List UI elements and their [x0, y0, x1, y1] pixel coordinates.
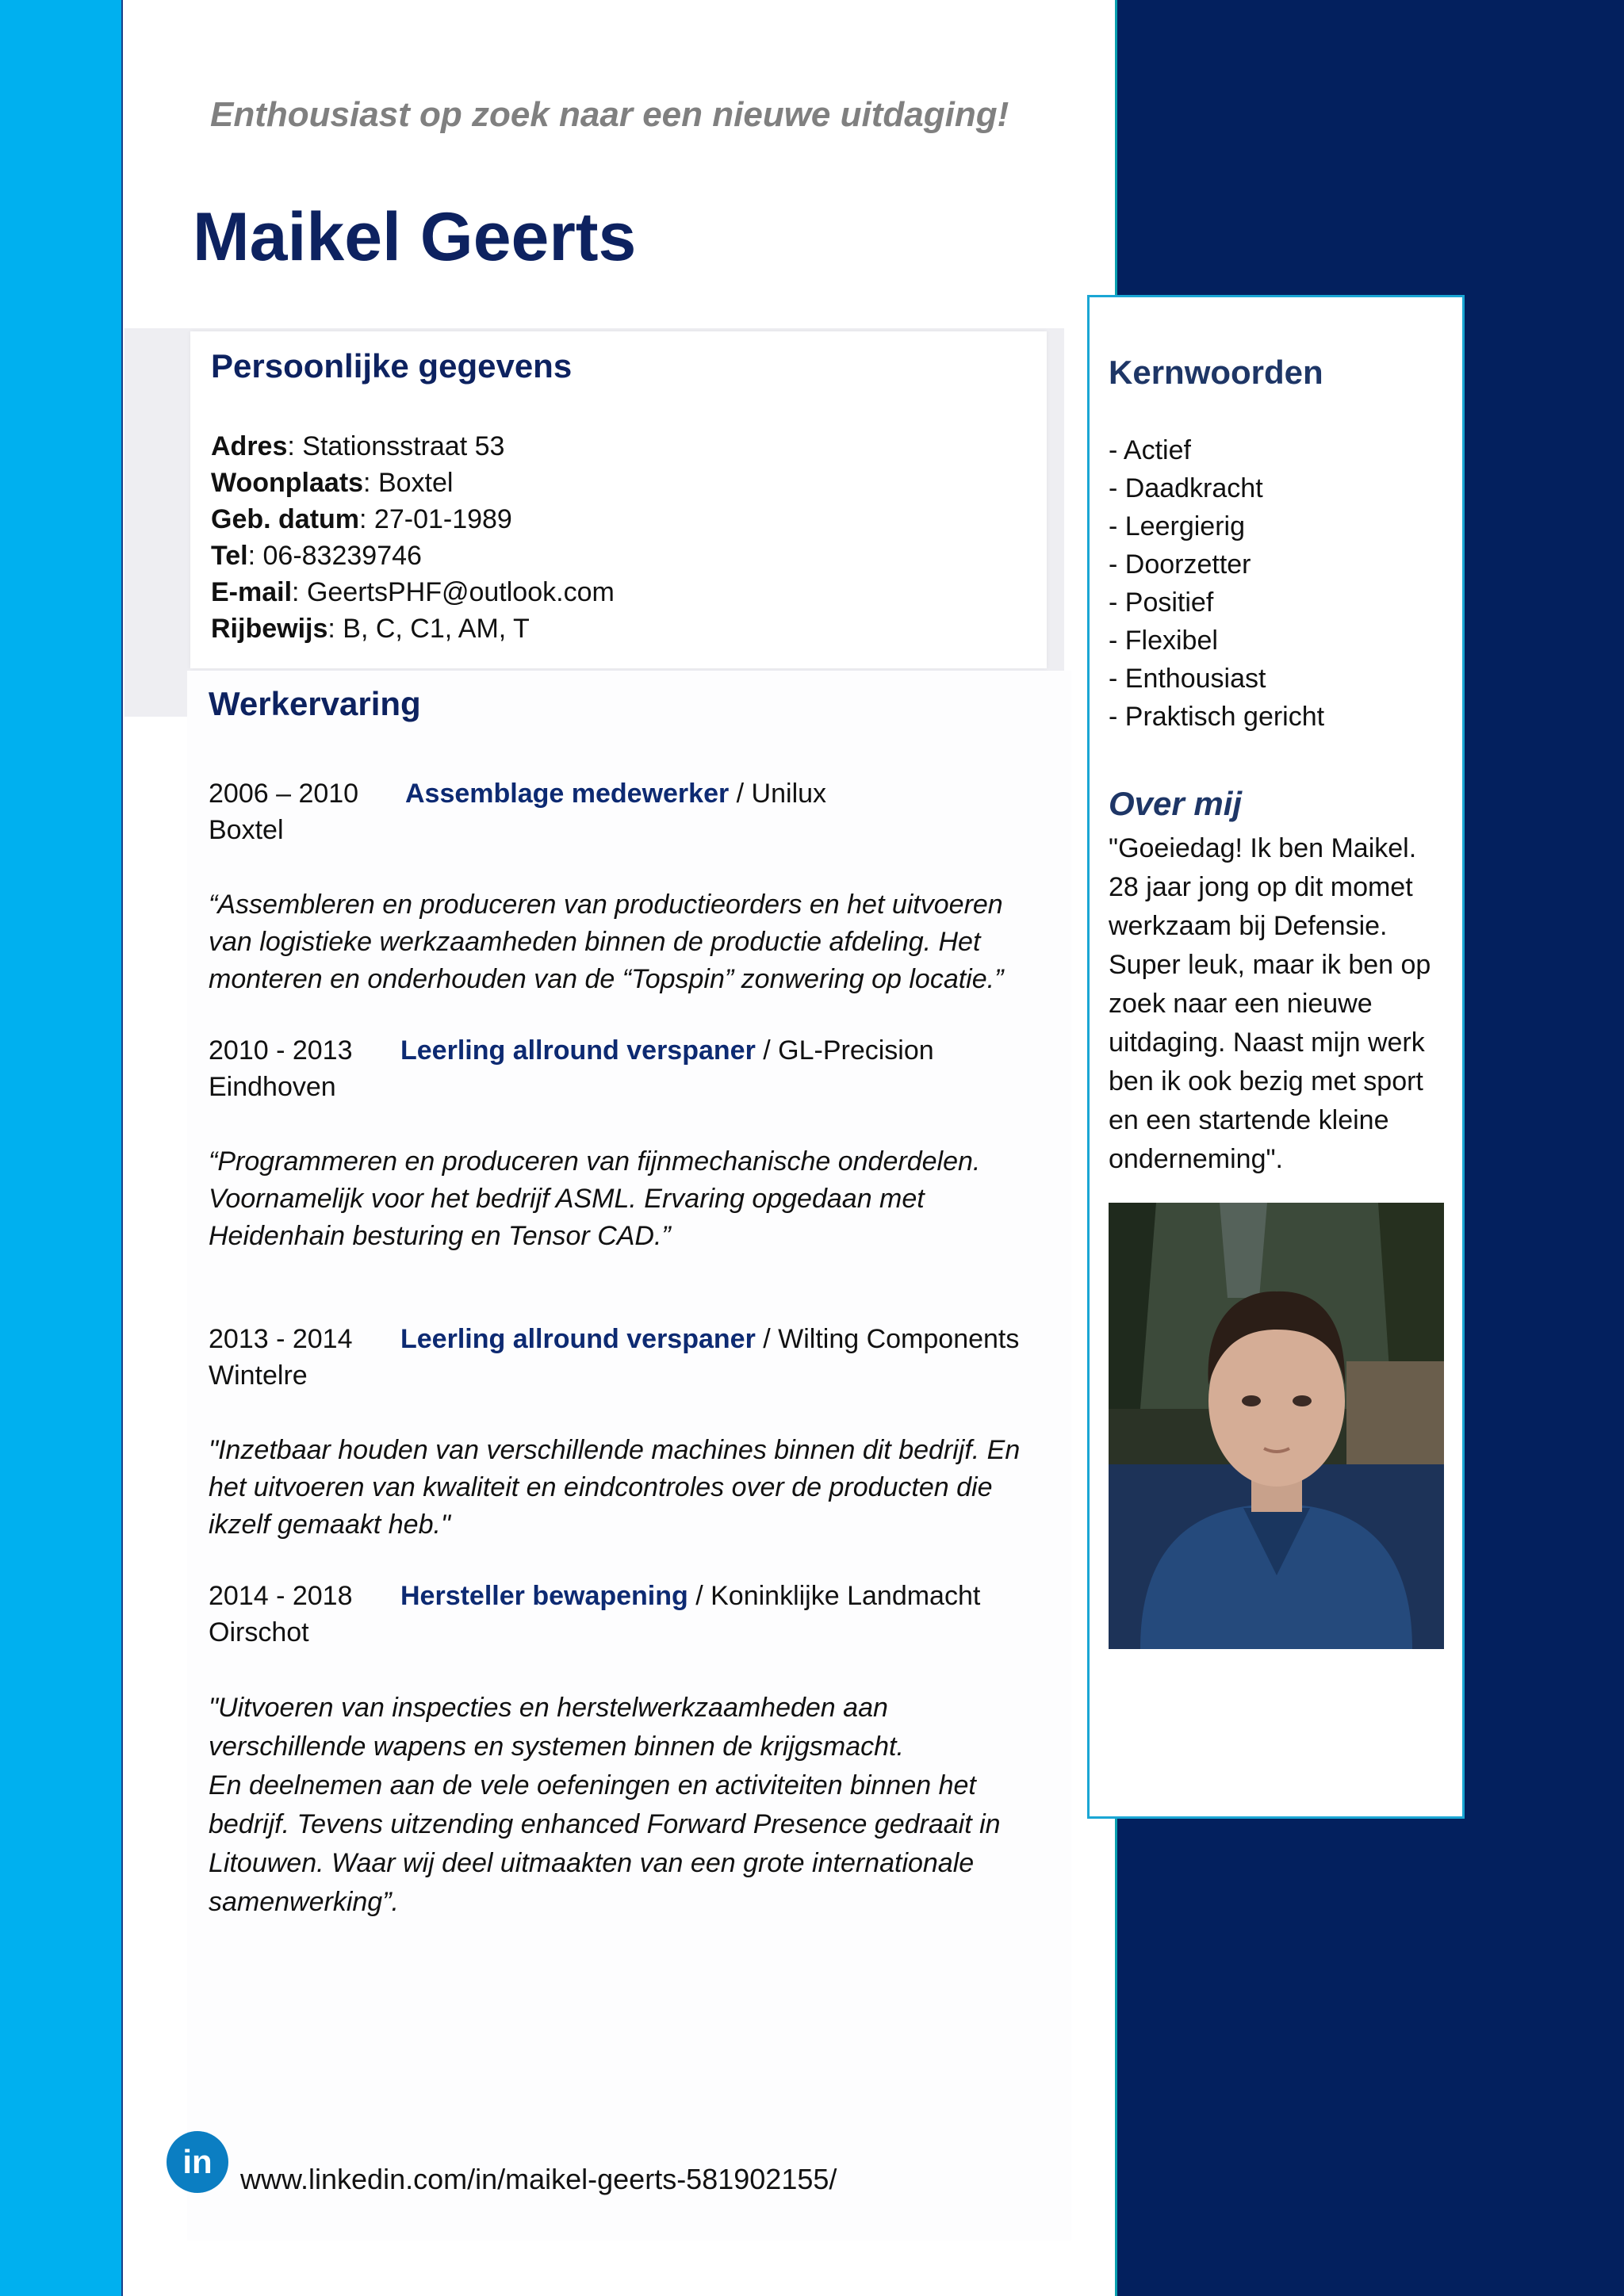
detail-birthdate: Geb. datum: 27-01-1989 — [211, 504, 512, 534]
job-years: 2013 - 2014 — [209, 1324, 353, 1354]
job-description-line: ikzelf gemaakt heb." — [209, 1510, 451, 1540]
keywords-title: Kernwoorden — [1109, 354, 1323, 391]
keyword-item: - Praktisch gericht — [1109, 702, 1325, 732]
personal-section-title: Persoonlijke gegevens — [211, 347, 573, 385]
job-company: / Unilux — [729, 779, 827, 809]
job-description-line: samenwerking”. — [209, 1887, 399, 1917]
job-description-line: Litouwen. Waar wij deel uitmaakten van een grote internationale — [209, 1848, 975, 1878]
keyword-item: - Actief — [1109, 435, 1191, 465]
experience-section-title: Werkervaring — [209, 685, 421, 722]
detail-email: E-mail: GeertsPHF@outlook.com — [211, 577, 615, 607]
profile-photo — [1109, 1203, 1444, 1649]
about-title: Over mij — [1109, 785, 1243, 822]
job-description-line: “Assembleren en produceren van productieorders en het uitvoeren — [209, 890, 1003, 920]
job-description-line: Voornamelijk voor het bedrijf ASML. Ervaring opgedaan met — [209, 1184, 925, 1214]
about-line: en een startende kleine — [1109, 1105, 1389, 1135]
job-place: Oirschot — [209, 1617, 309, 1647]
about-line: 28 jaar jong op dit momet — [1109, 872, 1413, 902]
job-role: Assemblage medewerker — [405, 779, 730, 809]
about-line: ben ik ook bezig met sport — [1109, 1066, 1423, 1096]
job-description-line: van logistieke werkzaamheden binnen de productie afdeling. Het — [209, 927, 981, 957]
job-description — [209, 1689, 1001, 1922]
detail-license: Rijbewijs: B, C, C1, AM, T — [211, 614, 530, 644]
job-description-line: bedrijf. Tevens uitzending enhanced Forward Presence gedraait in — [209, 1809, 1001, 1839]
job-company: / GL-Precision — [755, 1035, 934, 1066]
job-heading — [400, 1324, 1019, 1355]
job-description-line: "Inzetbaar houden van verschillende machines binnen dit bedrijf. En — [209, 1435, 1021, 1465]
job-place: Boxtel — [209, 815, 284, 845]
about-line: werkzaam bij Defensie. — [1109, 911, 1388, 941]
job-heading — [400, 1581, 980, 1612]
job-description — [209, 886, 1003, 998]
job-years: 2010 - 2013 — [209, 1035, 353, 1066]
linkedin-url[interactable]: www.linkedin.com/in/maikel-geerts-581902155/ — [240, 2163, 837, 2195]
job-role: Hersteller bewapening — [400, 1581, 688, 1611]
about-line: "Goeiedag! Ik ben Maikel. — [1109, 833, 1417, 863]
job-years: 2006 – 2010 — [209, 779, 359, 809]
job-description — [209, 1432, 1020, 1544]
left-accent-stripe — [0, 0, 123, 2296]
keyword-item: - Daadkracht — [1109, 473, 1263, 503]
candidate-name: Maikel Geerts — [193, 199, 637, 275]
job-place: Wintelre — [209, 1360, 308, 1391]
job-description — [209, 1143, 980, 1255]
linkedin-icon[interactable] — [167, 2131, 228, 2193]
about-line: Super leuk, maar ik ben op — [1109, 950, 1431, 980]
keyword-item: - Leergierig — [1109, 511, 1245, 541]
keyword-item: - Doorzetter — [1109, 549, 1251, 580]
job-role: Leerling allround verspaner — [400, 1324, 756, 1354]
linkedin-icon-glyph: in — [182, 2143, 213, 2180]
job-description-line: “Programmeren en produceren van fijnmechanische onderdelen. — [209, 1146, 981, 1177]
job-heading — [400, 1035, 934, 1066]
about-line: uitdaging. Naast mijn werk — [1109, 1027, 1425, 1058]
job-description-line: monteren en onderhouden van de “Topspin” zonwering op locatie.” — [209, 964, 1004, 994]
keywords-list — [1109, 431, 1324, 736]
about-line: onderneming". — [1109, 1144, 1283, 1174]
keyword-item: - Flexibel — [1109, 626, 1218, 656]
job-heading — [405, 779, 826, 809]
detail-address: Adres: Stationsstraat 53 — [211, 431, 505, 461]
about-text — [1109, 829, 1431, 1179]
job-place: Eindhoven — [209, 1072, 336, 1102]
keyword-item: - Enthousiast — [1109, 664, 1266, 694]
job-description-line: verschillende wapens en systemen binnen de krijgsmacht. — [209, 1732, 904, 1762]
job-company: / Koninklijke Landmacht — [688, 1581, 981, 1611]
job-role: Leerling allround verspaner — [400, 1035, 756, 1066]
job-description-line: En deelnemen aan de vele oefeningen en activiteiten binnen het — [209, 1770, 976, 1800]
job-company: / Wilting Components — [755, 1324, 1020, 1354]
about-line: zoek naar een nieuwe — [1109, 989, 1373, 1019]
keyword-item: - Positief — [1109, 587, 1214, 618]
job-description-line: het uitvoeren van kwaliteit en eindcontroles over de producten die — [209, 1472, 993, 1502]
detail-city: Woonplaats: Boxtel — [211, 468, 454, 498]
detail-phone: Tel: 06-83239746 — [211, 541, 422, 571]
job-years: 2014 - 2018 — [209, 1581, 353, 1611]
tagline: Enthousiast op zoek naar een nieuwe uitdaging! — [210, 95, 1009, 134]
personal-details — [211, 428, 615, 647]
job-description-line: Heidenhain besturing en Tensor CAD.” — [209, 1221, 671, 1251]
job-description-line: "Uitvoeren van inspecties en herstelwerkzaamheden aan — [209, 1693, 888, 1723]
